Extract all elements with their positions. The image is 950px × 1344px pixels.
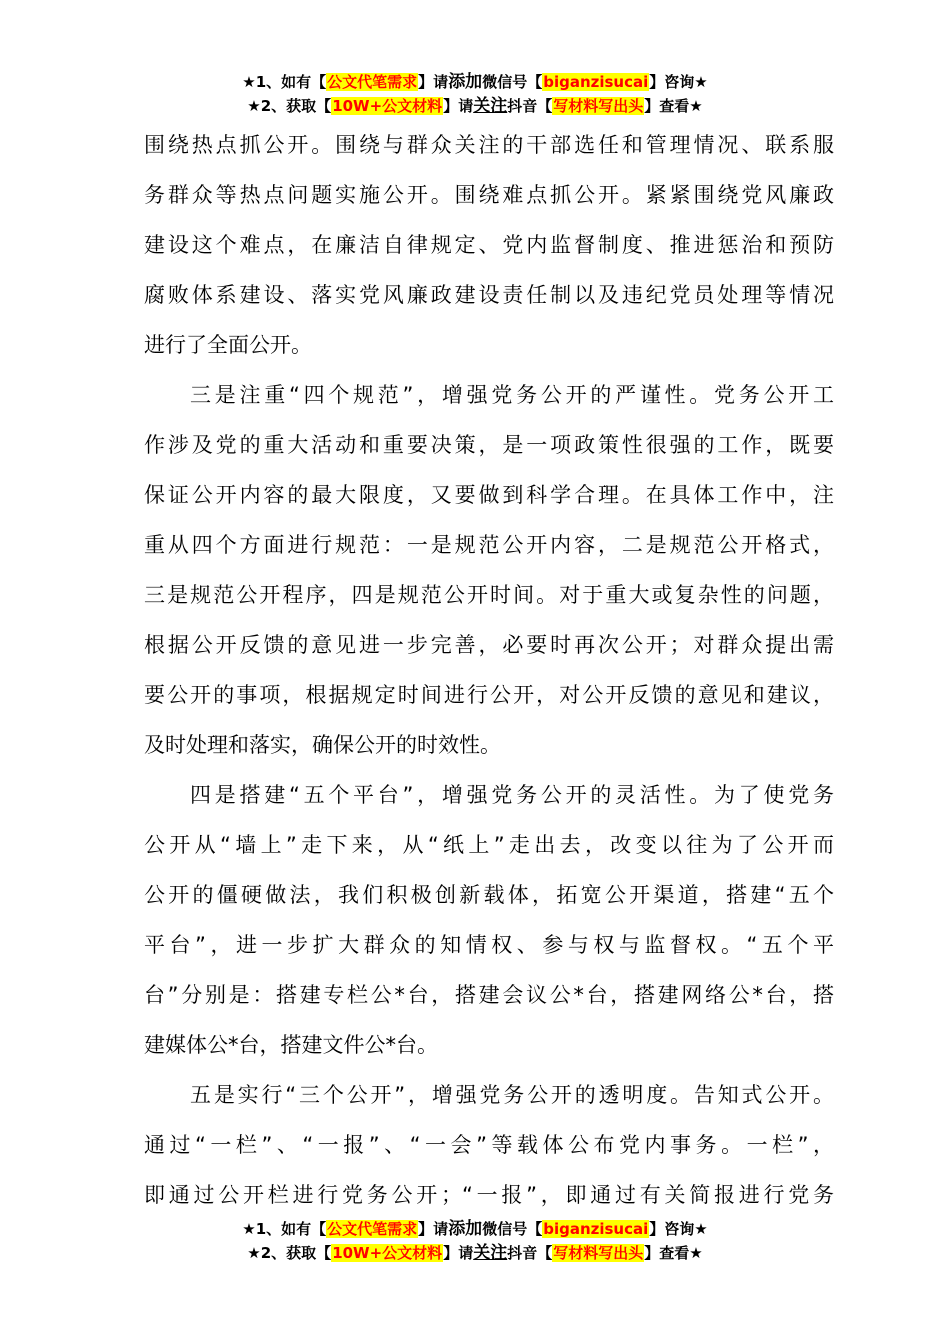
banner-text: 微信号【 <box>482 1220 543 1238</box>
banner-text: ★1、如有【 <box>242 73 327 91</box>
text-line: 进行了全面公开。 <box>144 333 312 357</box>
banner-text: 】咨询★ <box>649 73 708 91</box>
banner-highlight: 10W+公文材料 <box>332 1244 443 1262</box>
banner-text: 】咨询★ <box>649 1220 708 1238</box>
banner-text: 微信号【 <box>482 73 543 91</box>
banner-emphasis: 添加 <box>448 1219 483 1239</box>
header-banner <box>0 70 950 118</box>
text-line: 通过“一栏”、“一报”、“一会”等载体公布党内事务。一栏”， <box>144 1133 834 1157</box>
banner-highlight: 10W+公文材料 <box>332 97 443 115</box>
text-line: 作涉及党的重大活动和重要决策，是一项政策性很强的工作，既要 <box>144 433 834 457</box>
text-line: 即通过公开栏进行党务公开；“一报”，即通过有关简报进行党务 <box>144 1183 834 1207</box>
paragraph-first-line: 五是实行“三个公开”，增强党务公开的透明度。告知式公开。 <box>190 1083 834 1107</box>
text-line: 建媒体公*台，搭建文件公*台。 <box>144 1033 438 1057</box>
text-line: 根据公开反馈的意见进一步完善，必要时再次公开；对群众提出需 <box>144 633 834 657</box>
document-body <box>144 120 834 1220</box>
banner-text: 】请 <box>443 1244 474 1262</box>
banner-text: 】请 <box>418 1220 449 1238</box>
banner-text: 】查看★ <box>644 97 703 115</box>
banner-text: ★2、获取【 <box>247 1244 332 1262</box>
banner-highlight: biganzisucai <box>543 73 649 91</box>
banner-emphasis: 关注 <box>473 1243 508 1263</box>
banner-text: 抖音【 <box>507 97 553 115</box>
banner-highlight: 公文代笔需求 <box>327 73 418 91</box>
text-line: 公开从“墙上”走下来，从“纸上”走出去，改变以往为了公开而 <box>144 833 834 857</box>
paragraph-first-line: 三是注重“四个规范”，增强党务公开的严谨性。党务公开工 <box>190 383 834 407</box>
banner-highlight: 公文代笔需求 <box>327 1220 418 1238</box>
banner-text: 抖音【 <box>507 1244 553 1262</box>
text-line: 腐败体系建设、落实党风廉政建设责任制以及违纪党员处理等情况 <box>144 283 834 307</box>
text-line: 平台”，进一步扩大群众的知情权、参与权与监督权。“五个平 <box>144 933 834 957</box>
banner-line-1 <box>0 70 950 94</box>
text-line: 重从四个方面进行规范：一是规范公开内容，二是规范公开格式， <box>144 533 834 557</box>
banner-highlight: 写材料写出头 <box>553 1244 644 1262</box>
text-line: 建设这个难点，在廉洁自律规定、党内监督制度、推进惩治和预防 <box>144 233 834 257</box>
banner-emphasis: 关注 <box>473 96 508 116</box>
banner-emphasis: 添加 <box>448 72 483 92</box>
banner-highlight: biganzisucai <box>543 1220 649 1238</box>
banner-line-2 <box>0 1241 950 1265</box>
banner-text: ★2、获取【 <box>247 97 332 115</box>
text-line: 要公开的事项，根据规定时间进行公开，对公开反馈的意见和建议， <box>144 683 834 707</box>
footer-banner <box>0 1217 950 1265</box>
text-line: 及时处理和落实，确保公开的时效性。 <box>144 733 501 757</box>
banner-highlight: 写材料写出头 <box>553 97 644 115</box>
banner-line-2 <box>0 94 950 118</box>
text-line: 保证公开内容的最大限度，又要做到科学合理。在具体工作中，注 <box>144 483 834 507</box>
banner-text: 】请 <box>443 97 474 115</box>
banner-text: 】查看★ <box>644 1244 703 1262</box>
text-line: 公开的僵硬做法，我们积极创新载体，拓宽公开渠道，搭建“五个 <box>144 883 834 907</box>
text-line: 围绕热点抓公开。围绕与群众关注的干部选任和管理情况、联系服 <box>144 133 834 157</box>
text-line: 三是规范公开程序，四是规范公开时间。对于重大或复杂性的问题， <box>144 583 834 607</box>
text-line: 台”分别是：搭建专栏公*台，搭建会议公*台，搭建网络公*台，搭 <box>144 983 834 1007</box>
banner-line-1 <box>0 1217 950 1241</box>
banner-text: ★1、如有【 <box>242 1220 327 1238</box>
paragraph-first-line: 四是搭建“五个平台”，增强党务公开的灵活性。为了使党务 <box>190 783 834 807</box>
text-line: 务群众等热点问题实施公开。围绕难点抓公开。紧紧围绕党风廉政 <box>144 183 834 207</box>
banner-text: 】请 <box>418 73 449 91</box>
